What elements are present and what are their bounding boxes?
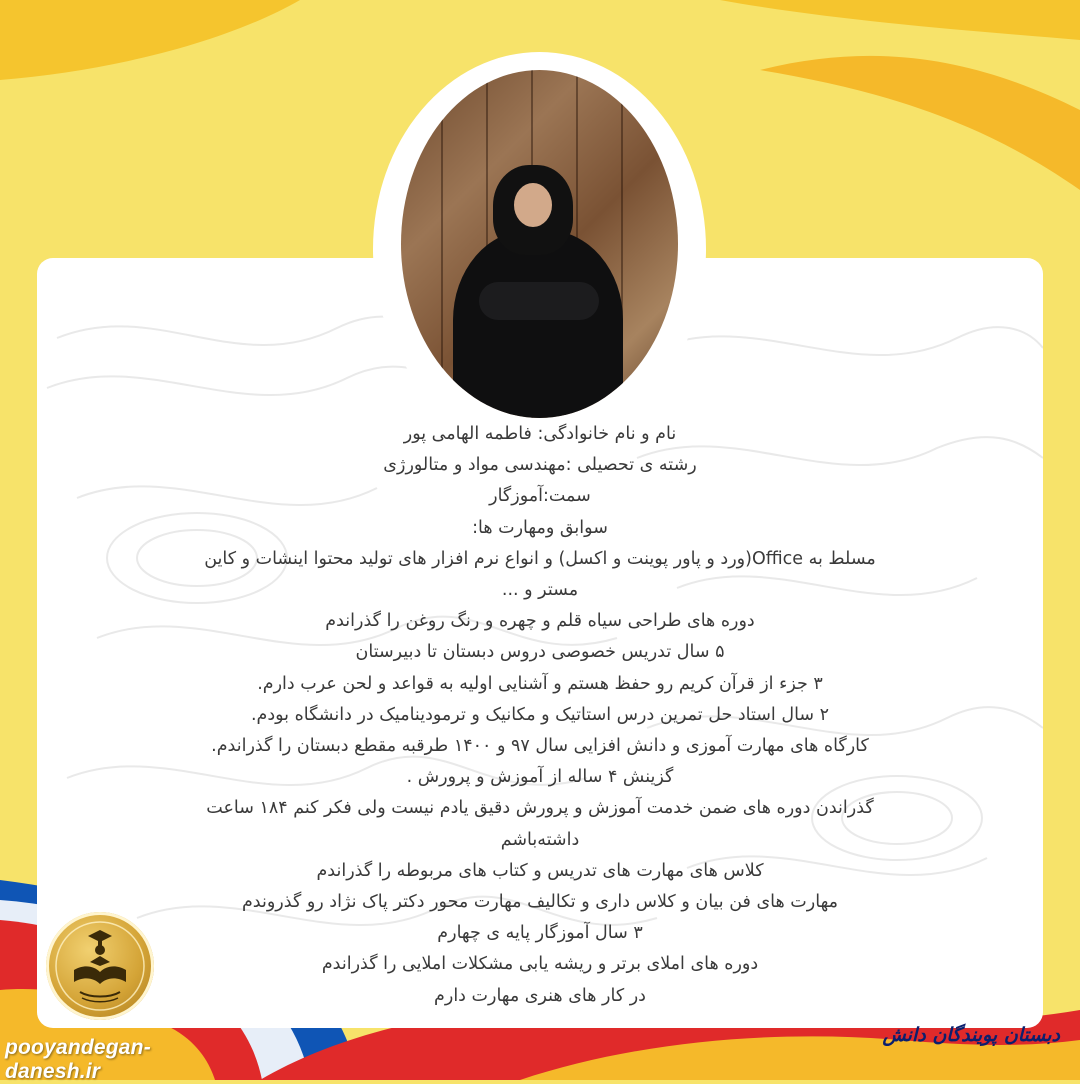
name-line: نام و نام خانوادگی: فاطمه الهامی پور xyxy=(403,424,677,444)
skill-line: دوره های طراحی سیاه قلم و چهره و رنگ روغن را گذراندم xyxy=(325,611,755,632)
skill-line: گذراندن دوره های ضمن خدمت آموزش و پرورش دقیق یادم نیست ولی فکر کنم ۱۸۴ ساعت xyxy=(206,798,874,819)
skill-line: دوره های املای برتر و ریشه یابی مشکلات املایی را گذراندم xyxy=(321,954,759,975)
skill-line: داشته‌باشم xyxy=(500,829,580,850)
skill-line: کارگاه های مهارت آموزی و دانش افزایی سال ۹۷ و ۱۴۰۰ طرقبه مقطع دبستان را گذراندم. xyxy=(211,736,869,757)
skill-line: ۲ سال استاد حل تمرین درس استاتیک و مکانیک و ترمودینامیک در دانشگاه بودم. xyxy=(250,704,830,725)
website-url[interactable]: pooyandegan-danesh.ir xyxy=(5,1036,151,1083)
skill-line: ۳ سال آموزگار پایه ی چهارم xyxy=(437,923,643,944)
skill-line: در کار های هنری مهارت دارم xyxy=(434,985,646,1006)
skills-heading: سوابق ومهارت ها: xyxy=(472,517,608,538)
skill-line: ۳ جزء از قرآن کریم رو حفظ هستم و آشنایی اولیه به قواعد و لحن عرب دارم. xyxy=(257,673,823,694)
school-name: دبستان پویندگان دانش xyxy=(882,1024,1060,1046)
skill-line: مسلط به Office(ورد و پاور پوینت و اکسل) و انواع نرم افزار های تولید محتوا اینشات و کاین xyxy=(204,548,876,569)
logo-emblem-icon xyxy=(46,912,154,1020)
portrait-photo xyxy=(401,70,678,418)
school-book-graduate-logo xyxy=(46,912,154,1020)
skill-line: مستر و ... xyxy=(501,580,579,601)
position-line: سمت:آموزگار xyxy=(489,486,591,507)
skill-line: گزینش ۴ ساله از آموزش و پرورش . xyxy=(406,767,674,788)
field-of-study-line: رشته ی تحصیلی :مهندسی مواد و متالورژی xyxy=(383,455,697,476)
skill-line: کلاس های مهارت های تدریس و کتاب های مربوطه را گذراندم xyxy=(316,860,764,881)
profile-text xyxy=(150,419,930,1012)
skill-line: مهارت های فن بیان و کلاس داری و تکالیف مهارت محور دکتر پاک نژاد رو گذروندم xyxy=(241,892,839,913)
portrait-figure xyxy=(453,230,623,418)
skill-line: ۵ سال تدریس خصوصی دروس دبستان تا دبیرستان xyxy=(355,642,725,663)
